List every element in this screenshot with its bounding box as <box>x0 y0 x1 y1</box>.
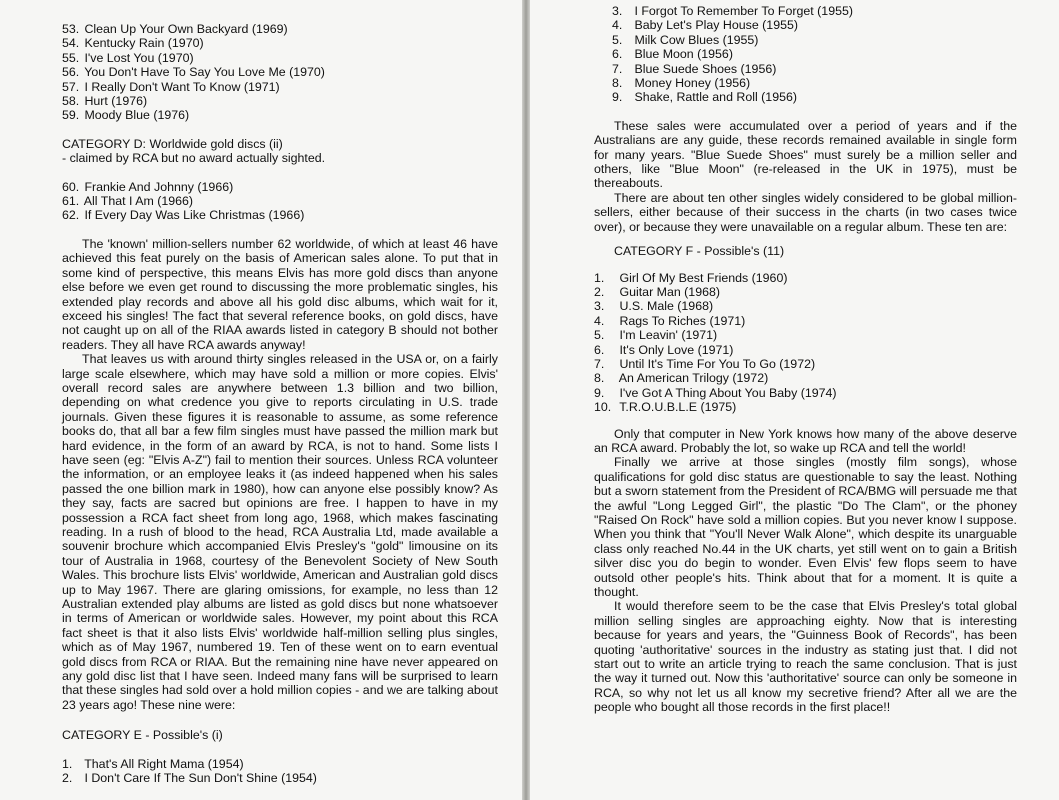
list-item: 2. Guitar Man (1968) <box>594 284 720 299</box>
category-f-list <box>594 271 1017 415</box>
list-item: 9. Shake, Rattle and Roll (1956) <box>612 90 798 105</box>
category-e-heading: CATEGORY E - Possible's (i) <box>62 728 223 743</box>
list-item: 7. Blue Suede Shoes (1956) <box>612 61 777 76</box>
list-item: 2. I Don't Care If The Sun Don't Shine (1954) <box>62 771 317 786</box>
top-singles-list <box>62 22 498 123</box>
list-item: 58. Hurt (1976) <box>62 94 148 109</box>
list-item: 53. Clean Up Your Own Backyard (1969) <box>62 22 288 36</box>
list-item: 9. I've Got A Thing About You Baby (1974) <box>594 385 837 400</box>
category-d-heading: CATEGORY D: Worldwide gold discs (ii) <box>62 136 283 151</box>
list-item: 61. All That I Am (1966) <box>62 194 194 209</box>
category-d-note: - claimed by RCA but no award actually sighted. <box>62 151 326 166</box>
list-item: 57. I Really Don't Want To Know (1971) <box>62 79 280 94</box>
category-f-heading: CATEGORY F - Possible's (11) <box>614 244 785 259</box>
body-paragraph: These sales were accumulated over a period of years and if the Australians are any guide, these records remained available in single form for many years. "Blue Suede Shoes" must surely be a million seller and others, like "Blue Moon" (re-released in the UK in 1975), must be thereabouts. <box>594 118 1017 191</box>
list-item: 5. I'm Leavin' (1971) <box>594 328 718 343</box>
list-item: 60. Frankie And Johnny (1966) <box>62 179 234 194</box>
list-item: 1. That's All Right Mama (1954) <box>62 756 244 771</box>
list-item: 7. Until It's Time For You To Go (1972) <box>594 356 816 371</box>
list-item: 5. Milk Cow Blues (1955) <box>612 32 759 47</box>
right-page <box>530 0 1059 800</box>
body-paragraph: Only that computer in New York knows how many of the above deserve an RCA award. Probably the lot, so wake up RCA and tell the world! <box>594 426 1017 455</box>
list-item: 8. An American Trilogy (1972) <box>594 371 769 386</box>
list-item: 55. I've Lost You (1970) <box>62 50 194 65</box>
body-paragraph: Finally we arrive at those singles (mostly film songs), whose qualifications for gold disc status are questionable to say the least. Nothing but a sworn statement from the President of RCA/BMG will persuade me that the awful "Long Legged Girl", the plastic "Do The Clam", or the phoney "Raised On Rock" have sold a million copies. But you never know I suppose. When you think that "You'll Never Walk Alone", which despite its unarguable class only reached No.44 in the UK charts, yet still went on to gain a British silver disc you do begin to wonder. Even Elvis' few flops seem to have outsold other people's hits. Think about that for a moment. It is quite a thought. <box>594 455 1017 600</box>
category-d-list <box>62 180 498 223</box>
list-item: 3. I Forgot To Remember To Forget (1955) <box>612 4 853 18</box>
body-paragraph: That leaves us with around thirty singles released in the USA or, on a fairly large scale elsewhere, which may have sold a million or more copies. Elvis' overall record sales are anywhere between 1.3 billion and two billion, depending on what credence you give to reports circulating in U.S. trade journals. Given these figures it is reasonable to assume, as some reference books do, that all bar a few film singles must have passed the million mark but hard evidence, in the form of an award by RCA, is not to hand. Some lists I have seen (eg: "Elvis A-Z") fail to mention their sources. Unless RCA volunteer the information, or an employee leaks it (as indeed happened when his sales passed the one billion mark in 1980), how can anyone else possibly know? As they say, facts are sacred but opinions are free. I happen to have in my possession a RCA fact sheet from long ago, 1968, which makes fascinating reading. In a rush of blood to the head, RCA Australia Ltd, made available a souvenir brochure which accompanied Elvis Presley's "gold" limousine on its tour of Australia in 1968, courtesy of the Benevolent Society of New South Wales. This brochure lists Elvis' worldwide, American and Australian gold discs up to May 1967. There are glaring omissions, for example, no less than 12 Australian extended play albums are listed as gold discs but none whatsoever in terms of American or worldwide sales. However, my point about this RCA fact sheet is that it also lists Elvis' worldwide half-million selling plus singles, which as of May 1967, numbered 19. Ten of these went on to earn eventual gold discs from RCA or RIAA. But the remaining nine have never appeared on any gold disc list that I have seen. Indeed many fans will be surprised to learn that these singles had sold over a hold million copies - and we are talking about 23 years ago! These nine were: <box>62 352 498 712</box>
list-item: 6. Blue Moon (1956) <box>612 47 733 62</box>
list-item: 62. If Every Day Was Like Christmas (1966) <box>62 208 305 223</box>
list-item: 4. Rags To Riches (1971) <box>594 313 746 328</box>
list-item: 56. You Don't Have To Say You Love Me (1970) <box>62 65 325 80</box>
body-paragraph: It would therefore seem to be the case that Elvis Presley's total global million selling singles are approaching eighty. Now that is interesting because for years and years, the "Guinness Book of Records", has been quoting 'authoritative' sources in the industry as stating just that. I did not start out to write an article trying to reach the same conclusion. That is just the way it turned out. Now this 'authoritative' source can only be someone in RCA, so why not let us all know my secretive friend? After all we are the people who bought all those records in the first place!! <box>594 599 1017 715</box>
category-d-section <box>62 137 498 223</box>
page-gutter <box>522 0 530 800</box>
list-item: 59. Moody Blue (1976) <box>62 108 190 123</box>
list-item: 1. Girl Of My Best Friends (1960) <box>594 270 788 285</box>
list-item: 8. Money Honey (1956) <box>612 76 751 91</box>
category-e-section <box>62 728 498 785</box>
list-item: 4. Baby Let's Play House (1955) <box>612 18 798 33</box>
body-paragraph: The 'known' million-sellers number 62 worldwide, of which at least 46 have achieved this feat purely on the basis of American sales alone. To put that in some kind of perspective, this means Elvis has more gold discs than anyone else before we even get round to discussing the more problematic singles, his extended play records and above all his gold disc albums, which wait for it, exceed his singles! The fact that several reference books, on gold discs, have not caught up on all of the RIAA awards listed in category B should not bother readers. They all have RCA awards anyway! <box>62 236 498 352</box>
list-item: 3. U.S. Male (1968) <box>594 299 714 314</box>
category-e-continued-list <box>594 4 1017 105</box>
category-e-list <box>62 757 498 786</box>
body-paragraph: There are about ten other singles widely considered to be global million-sellers, either because of their success in the charts (in two cases twice over), or because they were unavailable on a regular album. These ten are: <box>594 190 1017 234</box>
list-item: 6. It's Only Love (1971) <box>594 342 734 357</box>
list-item: 54. Kentucky Rain (1970) <box>62 36 204 51</box>
left-page <box>0 0 522 800</box>
list-item: 10. T.R.O.U.B.L.E (1975) <box>594 400 737 415</box>
